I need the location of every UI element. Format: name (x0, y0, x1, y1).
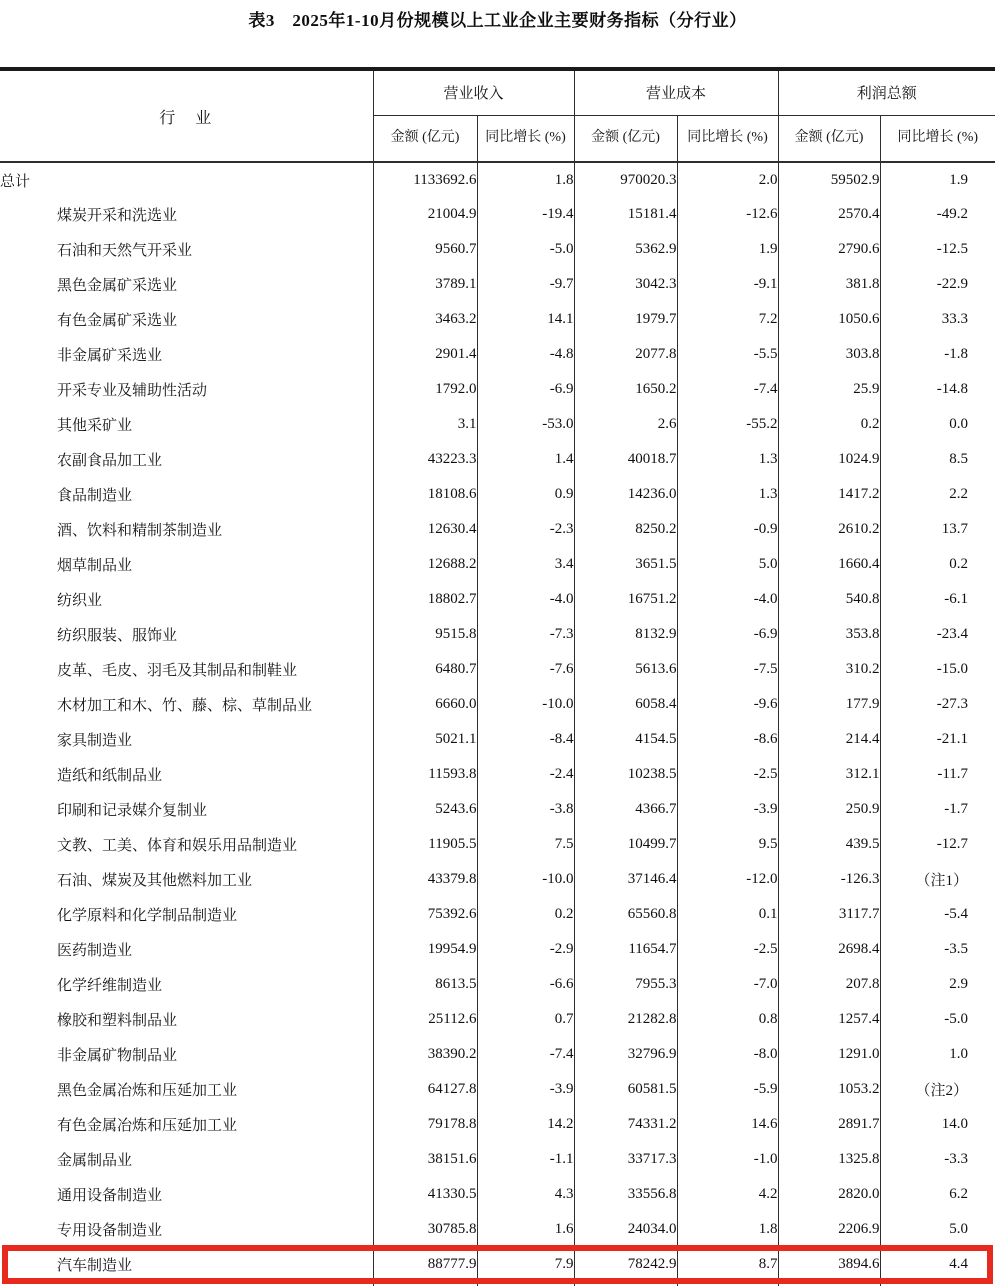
industry-name-cell: 木材加工和木、竹、藤、棕、草制品业 (57, 698, 313, 714)
value-cell: 207.8 (778, 967, 880, 1002)
value-cell: -12.6 (677, 197, 778, 232)
value-cell: -8.4 (477, 722, 574, 757)
value-cell: 32796.9 (574, 1037, 677, 1072)
industry-name-cell: 煤炭开采和洗选业 (57, 208, 178, 224)
value-cell: （注1） (880, 862, 995, 897)
value-cell: 18802.7 (373, 582, 477, 617)
value-cell: 250.9 (778, 792, 880, 827)
value-cell: 11654.7 (574, 932, 677, 967)
industry-name-cell: 石油和天然气开采业 (57, 243, 193, 259)
value-cell: -5.5 (677, 337, 778, 372)
table-row (0, 827, 995, 862)
value-cell: 1257.4 (778, 1002, 880, 1037)
col-header-industry: 行 业 (0, 69, 373, 162)
industry-name-cell: 总计 (0, 173, 31, 190)
value-cell: -7.4 (477, 1037, 574, 1072)
value-cell: 2891.7 (778, 1107, 880, 1142)
value-cell: 19954.9 (373, 932, 477, 967)
value-cell: -7.6 (477, 652, 574, 687)
value-cell: -126.3 (778, 862, 880, 897)
value-cell: -9.6 (677, 687, 778, 722)
table-row (0, 477, 995, 512)
value-cell: -6.1 (880, 582, 995, 617)
value-cell: -9.1 (677, 267, 778, 302)
header-group-row (0, 69, 995, 115)
table-row (0, 267, 995, 302)
value-cell: 75392.6 (373, 897, 477, 932)
value-cell: 1.9 (677, 232, 778, 267)
industry-name-cell: 有色金属冶炼和压延加工业 (57, 1118, 238, 1134)
value-cell: 14236.0 (574, 477, 677, 512)
value-cell: 1417.2 (778, 477, 880, 512)
value-cell: 41330.5 (373, 1177, 477, 1212)
table-row (0, 407, 995, 442)
industry-name-cell: 皮革、毛皮、羽毛及其制品和制鞋业 (57, 663, 298, 679)
value-cell: 38390.2 (373, 1037, 477, 1072)
value-cell: 353.8 (778, 617, 880, 652)
value-cell: 33556.8 (574, 1177, 677, 1212)
value-cell: 59502.9 (778, 162, 880, 197)
value-cell: 24034.0 (574, 1212, 677, 1247)
table-row (0, 1002, 995, 1037)
value-cell: -1.1 (477, 1142, 574, 1177)
value-cell: 21004.9 (373, 197, 477, 232)
value-cell: 30785.8 (373, 1212, 477, 1247)
value-cell: 15181.4 (574, 197, 677, 232)
value-cell: -3.8 (477, 792, 574, 827)
value-cell (477, 1282, 574, 1286)
col-subheader-revenue-growth: 同比增长 (%) (477, 115, 574, 162)
table-row-partial (0, 1282, 995, 1286)
value-cell: 12630.4 (373, 512, 477, 547)
value-cell: 1050.6 (778, 302, 880, 337)
value-cell: -3.9 (477, 1072, 574, 1107)
value-cell: -5.4 (880, 897, 995, 932)
value-cell: -1.8 (880, 337, 995, 372)
industry-name-cell: 橡胶和塑料制品业 (57, 1013, 178, 1029)
table-row (0, 442, 995, 477)
value-cell: 1.0 (880, 1037, 995, 1072)
industry-name-cell: 医药制造业 (57, 943, 133, 959)
value-cell: 4154.5 (574, 722, 677, 757)
table-row (0, 897, 995, 932)
industry-name-cell: 烟草制品业 (57, 558, 133, 574)
value-cell: 11593.8 (373, 757, 477, 792)
value-cell: 1.8 (677, 1212, 778, 1247)
value-cell: 78242.9 (574, 1247, 677, 1282)
value-cell: -5.0 (880, 1002, 995, 1037)
value-cell: 5243.6 (373, 792, 477, 827)
value-cell: 2901.4 (373, 337, 477, 372)
value-cell: 0.7 (477, 1002, 574, 1037)
value-cell: -3.5 (880, 932, 995, 967)
col-subheader-profit-growth: 同比增长 (%) (880, 115, 995, 162)
value-cell: -3.9 (677, 792, 778, 827)
value-cell: 9515.8 (373, 617, 477, 652)
value-cell: -8.0 (677, 1037, 778, 1072)
value-cell: 74331.2 (574, 1107, 677, 1142)
value-cell: 3.1 (373, 407, 477, 442)
table-row (0, 197, 995, 232)
industry-name-cell: 化学纤维制造业 (57, 978, 163, 994)
value-cell: -2.5 (677, 757, 778, 792)
table-row (0, 617, 995, 652)
value-cell: 3789.1 (373, 267, 477, 302)
value-cell (880, 1282, 995, 1286)
value-cell: 43379.8 (373, 862, 477, 897)
value-cell: 60581.5 (574, 1072, 677, 1107)
value-cell: 0.2 (880, 547, 995, 582)
value-cell (778, 1282, 880, 1286)
value-cell: -10.0 (477, 687, 574, 722)
value-cell: 439.5 (778, 827, 880, 862)
industry-name-cell: 非金属矿物制品业 (57, 1048, 178, 1064)
industry-name-cell: 黑色金属冶炼和压延加工业 (57, 1083, 238, 1099)
industry-name-cell: 食品制造业 (57, 488, 133, 504)
value-cell: -7.5 (677, 652, 778, 687)
value-cell: 1979.7 (574, 302, 677, 337)
value-cell: 25112.6 (373, 1002, 477, 1037)
industry-name-cell: 石油、煤炭及其他燃料加工业 (57, 873, 253, 889)
value-cell: 7955.3 (574, 967, 677, 1002)
value-cell: 1.3 (677, 477, 778, 512)
value-cell: -14.8 (880, 372, 995, 407)
value-cell: 1.8 (477, 162, 574, 197)
value-cell: 177.9 (778, 687, 880, 722)
page-title: 表3 2025年1-10月份规模以上工业企业主要财务指标（分行业） (248, 11, 747, 30)
value-cell: 10499.7 (574, 827, 677, 862)
value-cell: 3894.6 (778, 1247, 880, 1282)
value-cell: 3.4 (477, 547, 574, 582)
value-cell: 43223.3 (373, 442, 477, 477)
value-cell: 65560.8 (574, 897, 677, 932)
value-cell: 25.9 (778, 372, 880, 407)
table-row (0, 372, 995, 407)
industry-name-cell (0, 1282, 373, 1286)
table-row (0, 722, 995, 757)
value-cell: -3.3 (880, 1142, 995, 1177)
value-cell: 8132.9 (574, 617, 677, 652)
value-cell: -19.4 (477, 197, 574, 232)
value-cell: 5613.6 (574, 652, 677, 687)
value-cell: 3651.5 (574, 547, 677, 582)
value-cell: -5.9 (677, 1072, 778, 1107)
industry-name-cell: 造纸和纸制品业 (57, 768, 163, 784)
value-cell: -9.7 (477, 267, 574, 302)
value-cell: -0.9 (677, 512, 778, 547)
value-cell: -2.9 (477, 932, 574, 967)
col-subheader-cost-growth: 同比增长 (%) (677, 115, 778, 162)
value-cell: 6480.7 (373, 652, 477, 687)
value-cell: 7.5 (477, 827, 574, 862)
value-cell (574, 1282, 677, 1286)
value-cell: -12.0 (677, 862, 778, 897)
col-group-cost: 营业成本 (574, 69, 778, 115)
value-cell: 38151.6 (373, 1142, 477, 1177)
value-cell: -12.5 (880, 232, 995, 267)
industry-name-cell: 化学原料和化学制品制造业 (57, 908, 238, 924)
value-cell: 1792.0 (373, 372, 477, 407)
value-cell: 33717.3 (574, 1142, 677, 1177)
value-cell: -7.4 (677, 372, 778, 407)
industry-name-cell: 文教、工美、体育和娱乐用品制造业 (57, 838, 298, 854)
value-cell: 3117.7 (778, 897, 880, 932)
value-cell: 37146.4 (574, 862, 677, 897)
industry-name-cell: 金属制品业 (57, 1153, 133, 1169)
value-cell: 9560.7 (373, 232, 477, 267)
table-row (0, 302, 995, 337)
value-cell: 3042.3 (574, 267, 677, 302)
value-cell: 1.3 (677, 442, 778, 477)
col-subheader-revenue-amount: 金额 (亿元) (373, 115, 477, 162)
value-cell: 0.9 (477, 477, 574, 512)
value-cell: -10.0 (477, 862, 574, 897)
value-cell (677, 1282, 778, 1286)
financial-table (0, 67, 995, 1286)
value-cell: 0.0 (880, 407, 995, 442)
value-cell: -27.3 (880, 687, 995, 722)
table-row (0, 512, 995, 547)
col-group-profit: 利润总额 (778, 69, 995, 115)
value-cell: -21.1 (880, 722, 995, 757)
value-cell: -5.0 (477, 232, 574, 267)
value-cell: -7.3 (477, 617, 574, 652)
value-cell: 21282.8 (574, 1002, 677, 1037)
value-cell: 12688.2 (373, 547, 477, 582)
value-cell: 1053.2 (778, 1072, 880, 1107)
value-cell: 1.6 (477, 1212, 574, 1247)
value-cell: （注2） (880, 1072, 995, 1107)
table-row (0, 1212, 995, 1247)
value-cell: 4.4 (880, 1247, 995, 1282)
value-cell: 8250.2 (574, 512, 677, 547)
value-cell: 1325.8 (778, 1142, 880, 1177)
value-cell: 8.7 (677, 1247, 778, 1282)
col-group-revenue: 营业收入 (373, 69, 574, 115)
table-row (0, 1177, 995, 1212)
value-cell: -6.9 (677, 617, 778, 652)
value-cell: -4.0 (477, 582, 574, 617)
value-cell: -2.5 (677, 932, 778, 967)
value-cell: 381.8 (778, 267, 880, 302)
value-cell: -4.0 (677, 582, 778, 617)
table-row (0, 1037, 995, 1072)
value-cell: 6058.4 (574, 687, 677, 722)
table-row (0, 547, 995, 582)
value-cell: 14.1 (477, 302, 574, 337)
table-row (0, 337, 995, 372)
value-cell: 0.8 (677, 1002, 778, 1037)
value-cell: 14.2 (477, 1107, 574, 1142)
value-cell: 8.5 (880, 442, 995, 477)
table-row (0, 792, 995, 827)
value-cell: 2610.2 (778, 512, 880, 547)
value-cell: 7.9 (477, 1247, 574, 1282)
value-cell: 64127.8 (373, 1072, 477, 1107)
industry-name-cell: 农副食品加工业 (57, 453, 163, 469)
value-cell: 2570.4 (778, 197, 880, 232)
financial-table-container (0, 67, 995, 1286)
value-cell: -55.2 (677, 407, 778, 442)
value-cell: -15.0 (880, 652, 995, 687)
value-cell: 0.2 (778, 407, 880, 442)
value-cell: 2.0 (677, 162, 778, 197)
value-cell: -1.0 (677, 1142, 778, 1177)
table-row (0, 162, 995, 197)
value-cell: 1024.9 (778, 442, 880, 477)
value-cell: -23.4 (880, 617, 995, 652)
value-cell: 13.7 (880, 512, 995, 547)
industry-name-cell: 其他采矿业 (57, 418, 133, 434)
value-cell: 1660.4 (778, 547, 880, 582)
value-cell: 2698.4 (778, 932, 880, 967)
value-cell: -1.7 (880, 792, 995, 827)
table-row (0, 582, 995, 617)
table-row (0, 1107, 995, 1142)
value-cell: 2820.0 (778, 1177, 880, 1212)
table-row (0, 652, 995, 687)
table-row (0, 687, 995, 722)
value-cell: -6.9 (477, 372, 574, 407)
value-cell: 16751.2 (574, 582, 677, 617)
value-cell: 1.9 (880, 162, 995, 197)
value-cell: 6.2 (880, 1177, 995, 1212)
industry-name-cell: 专用设备制造业 (57, 1223, 163, 1239)
value-cell: 310.2 (778, 652, 880, 687)
industry-name-cell: 非金属矿采选业 (57, 348, 163, 364)
value-cell: 33.3 (880, 302, 995, 337)
table-row (0, 232, 995, 267)
value-cell: -6.6 (477, 967, 574, 1002)
value-cell: 4.2 (677, 1177, 778, 1212)
industry-name-cell: 通用设备制造业 (57, 1188, 163, 1204)
value-cell: -7.0 (677, 967, 778, 1002)
value-cell (373, 1282, 477, 1286)
industry-name-cell: 印刷和记录媒介复制业 (57, 803, 208, 819)
value-cell: 4366.7 (574, 792, 677, 827)
value-cell: 18108.6 (373, 477, 477, 512)
value-cell: 1133692.6 (373, 162, 477, 197)
table-row (0, 862, 995, 897)
value-cell: 1650.2 (574, 372, 677, 407)
value-cell: 1.4 (477, 442, 574, 477)
value-cell: 5021.1 (373, 722, 477, 757)
value-cell: 79178.8 (373, 1107, 477, 1142)
table-row (0, 1072, 995, 1107)
value-cell: 7.2 (677, 302, 778, 337)
table-row (0, 967, 995, 1002)
value-cell: -4.8 (477, 337, 574, 372)
value-cell: 4.3 (477, 1177, 574, 1212)
value-cell: 5362.9 (574, 232, 677, 267)
col-subheader-cost-amount: 金额 (亿元) (574, 115, 677, 162)
value-cell: 0.1 (677, 897, 778, 932)
industry-name-cell: 纺织服装、服饰业 (57, 628, 178, 644)
value-cell: 2790.6 (778, 232, 880, 267)
value-cell: 3463.2 (373, 302, 477, 337)
value-cell: -11.7 (880, 757, 995, 792)
value-cell: 5.0 (677, 547, 778, 582)
table-header (0, 69, 995, 162)
value-cell: 2077.8 (574, 337, 677, 372)
value-cell: 10238.5 (574, 757, 677, 792)
value-cell: 1291.0 (778, 1037, 880, 1072)
value-cell: 5.0 (880, 1212, 995, 1247)
value-cell: 0.2 (477, 897, 574, 932)
value-cell: 303.8 (778, 337, 880, 372)
value-cell: 540.8 (778, 582, 880, 617)
value-cell: -53.0 (477, 407, 574, 442)
value-cell: 11905.5 (373, 827, 477, 862)
value-cell: -22.9 (880, 267, 995, 302)
industry-name-cell: 有色金属矿采选业 (57, 313, 178, 329)
table-row (0, 1247, 995, 1282)
table-row (0, 932, 995, 967)
value-cell: -8.6 (677, 722, 778, 757)
value-cell: 312.1 (778, 757, 880, 792)
industry-name-cell: 酒、饮料和精制茶制造业 (57, 523, 223, 539)
table-body (0, 162, 995, 1286)
value-cell: 2206.9 (778, 1212, 880, 1247)
value-cell: -2.4 (477, 757, 574, 792)
value-cell: 14.0 (880, 1107, 995, 1142)
col-subheader-profit-amount: 金额 (亿元) (778, 115, 880, 162)
value-cell: -2.3 (477, 512, 574, 547)
value-cell: -12.7 (880, 827, 995, 862)
value-cell: -49.2 (880, 197, 995, 232)
value-cell: 6660.0 (373, 687, 477, 722)
value-cell: 2.6 (574, 407, 677, 442)
value-cell: 8613.5 (373, 967, 477, 1002)
value-cell: 88777.9 (373, 1247, 477, 1282)
value-cell: 970020.3 (574, 162, 677, 197)
value-cell: 214.4 (778, 722, 880, 757)
industry-name-cell: 黑色金属矿采选业 (57, 278, 178, 294)
industry-name-cell: 纺织业 (57, 593, 103, 609)
industry-name-cell: 汽车制造业 (57, 1258, 133, 1274)
industry-name-cell: 家具制造业 (57, 733, 133, 749)
value-cell: 2.2 (880, 477, 995, 512)
value-cell: 40018.7 (574, 442, 677, 477)
value-cell: 2.9 (880, 967, 995, 1002)
value-cell: 14.6 (677, 1107, 778, 1142)
table-row (0, 1142, 995, 1177)
value-cell: 9.5 (677, 827, 778, 862)
industry-name-cell: 开采专业及辅助性活动 (57, 383, 208, 399)
table-row (0, 757, 995, 792)
